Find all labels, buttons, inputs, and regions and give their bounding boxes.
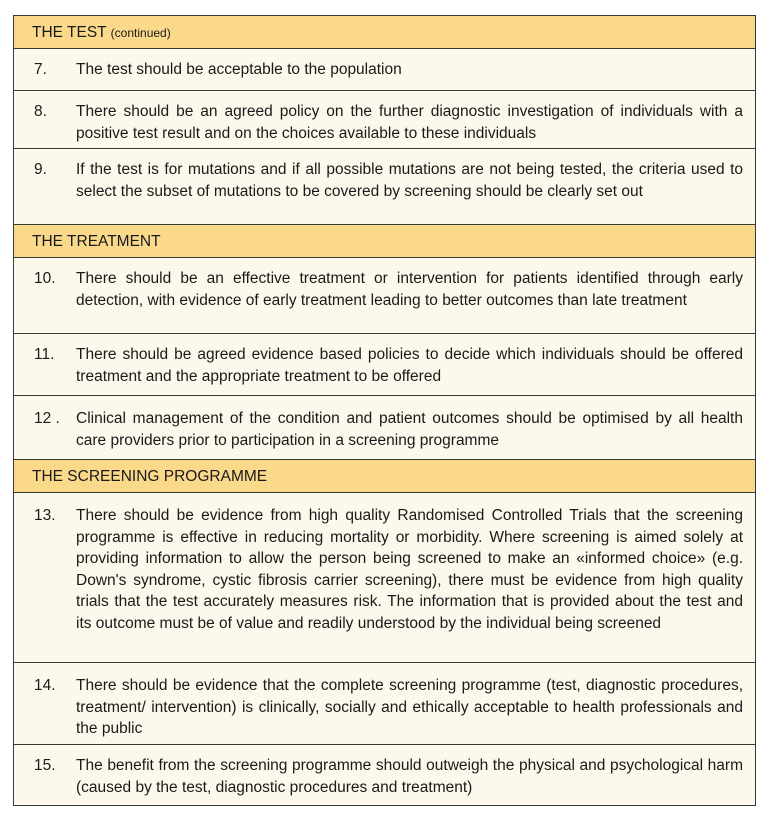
criterion-row-15	[14, 745, 755, 805]
criterion-text: There should be an agreed policy on the further diagnostic investigation of individuals with a positive test result and on the choices available to these individuals	[76, 103, 743, 142]
section-title: THE TEST	[32, 24, 107, 41]
criterion-text: If the test is for mutations and if all possible mutations are not being tested, the criteria used to select the subset of mutations to be covered by screening should be clearly set out	[76, 161, 743, 200]
criterion-row-10	[14, 258, 755, 334]
criterion-number: 14.	[34, 677, 56, 694]
criterion-row-14	[14, 663, 755, 745]
criterion-number: 11.	[34, 346, 55, 363]
section-header-treatment	[14, 225, 755, 258]
criterion-text: There should be evidence that the complete screening programme (test, diagnostic procedures, treatment/ intervention) is clinically, socially and ethically acceptable to health professionals and the public	[76, 677, 743, 737]
criterion-text: The benefit from the screening programme should outweigh the physical and psychological harm (caused by the test, diagnostic procedures and treatment)	[76, 757, 743, 796]
criterion-number: 9.	[34, 161, 47, 178]
criterion-row-8	[14, 91, 755, 149]
section-header-test	[14, 16, 755, 49]
criterion-text: There should be agreed evidence based policies to decide which individuals should be offered treatment and the appropriate treatment to be offered	[76, 346, 743, 385]
criterion-row-9	[14, 149, 755, 225]
criterion-text: The test should be acceptable to the population	[76, 61, 402, 78]
criterion-number: 12 .	[34, 410, 60, 427]
criterion-number: 10.	[34, 270, 56, 287]
criterion-number: 8.	[34, 103, 47, 120]
criterion-row-13	[14, 493, 755, 663]
criterion-number: 7.	[34, 61, 47, 78]
criterion-row-7	[14, 49, 755, 91]
criteria-table	[13, 15, 756, 806]
criterion-text: Clinical management of the condition and patient outcomes should be optimised by all health care providers prior to participation in a screening programme	[76, 410, 743, 449]
section-title: THE SCREENING PROGRAMME	[32, 468, 268, 485]
criterion-text: There should be evidence from high quality Randomised Controlled Trials that the screening programme is effective in reducing mortality or morbidity. Where screening is aimed solely at providing information to allow the person being screened to make an «informed choice» (e.g. Down's syndrome, cystic fibrosis carrier screening), there must be evidence from high quality trials that the test accurately measures risk. The information that is provided about the test and its outcome must be of value and readily understood by the individual being screened	[76, 507, 743, 632]
section-title: THE TREATMENT	[32, 233, 161, 250]
criterion-number: 13.	[34, 507, 56, 524]
section-subtitle: (continued)	[110, 26, 171, 40]
criterion-number: 15.	[34, 757, 56, 774]
criterion-row-12	[14, 396, 755, 460]
section-header-screening-programme	[14, 460, 755, 493]
criterion-row-11	[14, 334, 755, 396]
criterion-text: There should be an effective treatment or intervention for patients identified through early detection, with evidence of early treatment leading to better outcomes than late treatment	[76, 270, 743, 309]
